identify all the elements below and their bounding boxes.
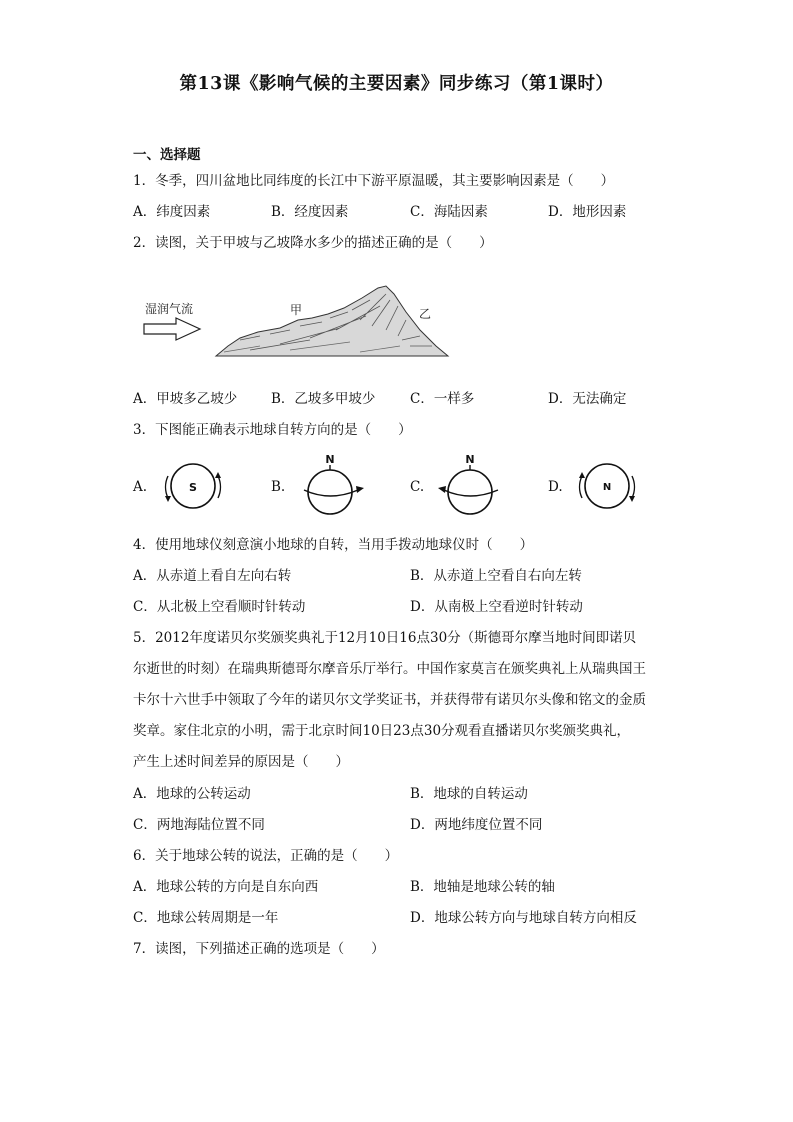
arrow-icon xyxy=(356,486,364,493)
question-3-stem: 3．下图能正确表示地球自转方向的是（ ） xyxy=(133,422,412,438)
q1-option-d: D．地形因素 xyxy=(548,204,627,220)
question-5-stem-line-1: 5．2012年度诺贝尔奖颁奖典礼于12月10日16点30分（斯德哥尔摩当地时间即诺贝 xyxy=(133,630,637,646)
globe-a xyxy=(158,452,228,518)
mountain-figure xyxy=(140,280,460,362)
q5-option-d: D．两地纬度位置不同 xyxy=(410,817,543,833)
question-5-stem-line-4: 奖章。家住北京的小明，需于北京时间10日23点30分观看直播诺贝尔奖颁奖典礼， xyxy=(133,723,631,739)
q4-option-b: B．从赤道上空看自右向左转 xyxy=(410,568,582,584)
q1-option-c: C．海陆因素 xyxy=(410,204,488,220)
question-5-stem-line-5: 产生上述时间差异的原因是（ ） xyxy=(133,754,349,770)
globe-b xyxy=(296,452,368,518)
q4-option-d: D．从南极上空看逆时针转动 xyxy=(410,599,583,615)
pole-label: N xyxy=(325,453,335,466)
q1-option-a: A．纬度因素 xyxy=(133,204,211,220)
arrow-icon xyxy=(579,472,585,478)
q3-option-c: C. xyxy=(410,479,425,495)
question-6-stem: 6．关于地球公转的说法，正确的是（ ） xyxy=(133,848,399,864)
q5-option-c: C．两地海陆位置不同 xyxy=(133,817,265,833)
section-heading: 一、选择题 xyxy=(133,147,201,163)
mountain-diagram xyxy=(140,280,460,362)
q4-option-a: A．从赤道上看自左向右转 xyxy=(133,568,292,584)
question-2-stem: 2．读图，关于甲坡与乙坡降水多少的描述正确的是（ ） xyxy=(133,235,493,251)
q4-option-c: C．从北极上空看顺时针转动 xyxy=(133,599,306,615)
question-1-stem: 1．冬季，四川盆地比同纬度的长江中下游平原温暖，其主要影响因素是（ ） xyxy=(133,173,615,189)
question-7-stem: 7．读图，下列描述正确的选项是（ ） xyxy=(133,941,385,957)
q6-option-a: A．地球公转的方向是自东向西 xyxy=(133,879,319,895)
pole-label: N xyxy=(602,482,612,493)
q2-option-d: D．无法确定 xyxy=(548,391,627,407)
q1-option-b: B．经度因素 xyxy=(271,204,349,220)
q5-option-b: B．地球的自转运动 xyxy=(410,786,528,802)
q6-option-b: B．地轴是地球公转的轴 xyxy=(410,879,555,895)
mountain-illustration xyxy=(216,286,448,356)
q3-option-a: A. xyxy=(133,479,148,495)
question-4-stem: 4．使用地球仪刻意演小地球的自转，当用手拨动地球仪时（ ） xyxy=(133,537,534,553)
pole-label: N xyxy=(465,453,475,466)
q3-option-b: B. xyxy=(271,479,286,495)
arrow-icon xyxy=(165,496,171,502)
arrow-icon xyxy=(629,496,635,502)
page-title: 第13课《影响气候的主要因素》同步练习（第1课时） xyxy=(179,74,614,94)
question-5-stem-line-2: 尔逝世的时刻）在瑞典斯德哥尔摩音乐厅举行。中国作家莫言在颁奖典礼上从瑞典国王 xyxy=(133,661,646,677)
q2-option-a: A．甲坡多乙坡少 xyxy=(133,391,238,407)
airflow-label: 湿润气流 xyxy=(145,302,194,316)
question-5-stem-line-3: 卡尔十六世手中领取了今年的诺贝尔文学奖证书，并获得带有诺贝尔头像和铭文的金质 xyxy=(133,692,646,708)
arrow-icon xyxy=(438,486,446,493)
slope-a-label: 甲 xyxy=(290,303,303,317)
arrow-icon xyxy=(215,472,221,478)
q6-option-d: D．地球公转方向与地球自转方向相反 xyxy=(410,910,637,926)
q6-option-c: C．地球公转周期是一年 xyxy=(133,910,279,926)
q2-option-b: B．乙坡多甲坡少 xyxy=(271,391,376,407)
pole-label: S xyxy=(189,481,197,494)
q3-option-d: D. xyxy=(548,479,563,495)
globe-c xyxy=(434,452,506,518)
globe-d xyxy=(572,452,642,518)
slope-b-label: 乙 xyxy=(419,307,432,321)
q5-option-a: A．地球的公转运动 xyxy=(133,786,251,802)
airflow-arrow-icon xyxy=(144,318,200,340)
q2-option-c: C．一样多 xyxy=(410,391,475,407)
